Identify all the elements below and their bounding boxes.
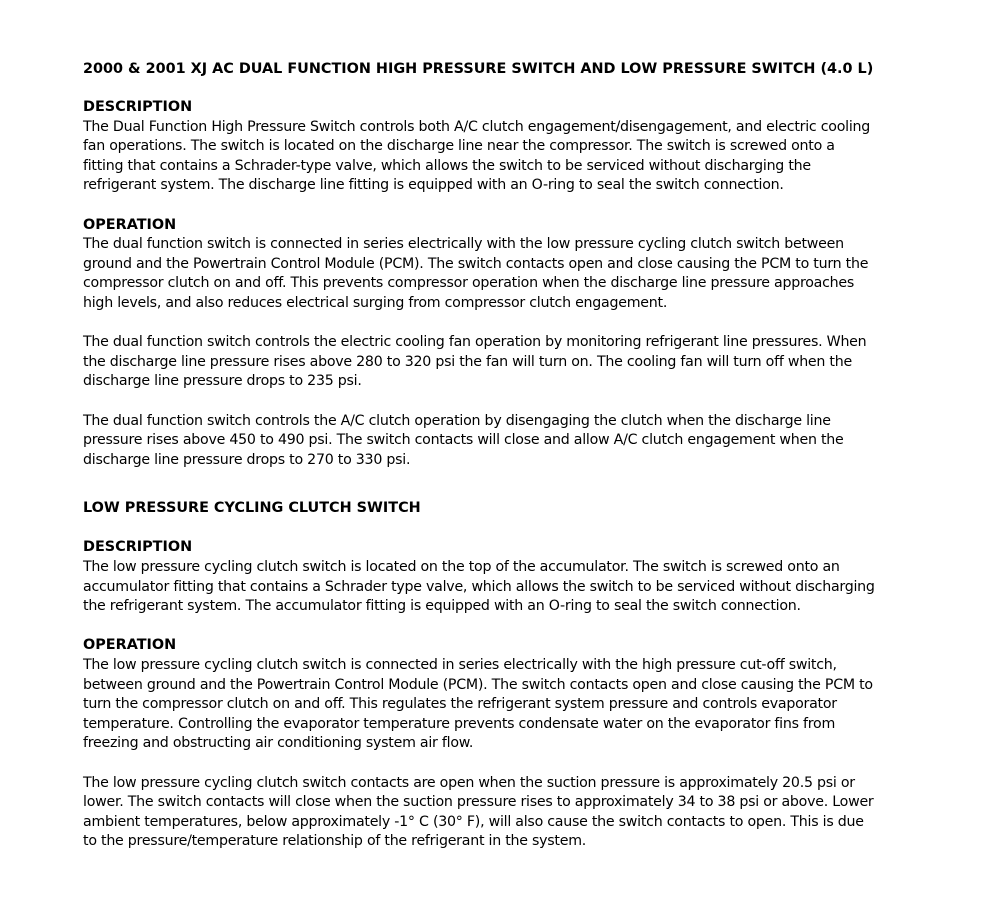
lp-operation-paragraph-2: [83, 774, 933, 852]
lp-section-title: LOW PRESSURE CYCLING CLUTCH SWITCH: [83, 500, 421, 517]
text-line: The dual function switch is connected in series electrically with the low pressure cycling clutch switch between: [83, 236, 844, 253]
text-line: The low pressure cycling clutch switch is located on the top of the accumulator. The switch is screwed onto an: [83, 559, 840, 576]
text-line: to the pressure/temperature relationship of the refrigerant in the system.: [83, 833, 587, 850]
text-line: high levels, and also reduces electrical surging from compressor clutch engagement.: [83, 294, 668, 311]
text-line: the discharge line pressure rises above 280 to 320 psi the fan will turn on. The cooling fan will turn off when the: [83, 353, 852, 370]
text-line: The dual function switch controls the electric cooling fan operation by monitoring refrigerant line pressures. When: [83, 334, 867, 351]
hp-operation-paragraph-2: [83, 333, 933, 392]
hp-description-section: [83, 98, 933, 196]
text-line: compressor clutch on and off. This prevents compressor operation when the discharge line pressure approaches: [83, 275, 855, 292]
text-line: fan operations. The switch is located on the discharge line near the compressor. The switch is screwed onto a: [83, 138, 835, 155]
text-line: temperature. Controlling the evaporator temperature prevents condensate water on the evaporator fins from: [83, 715, 836, 732]
text-line: discharge line pressure drops to 235 psi.: [83, 373, 362, 390]
text-line: discharge line pressure drops to 270 to 330 psi.: [83, 451, 411, 468]
text-line: fitting that contains a Schrader-type valve, which allows the switch to be serviced without discharging the: [83, 157, 811, 174]
lp-operation-section: [83, 636, 933, 852]
text-line: lower. The switch contacts will close when the suction pressure rises to approximately 34 to 38 psi or above. Lower: [83, 794, 874, 811]
document-title: 2000 & 2001 XJ AC DUAL FUNCTION HIGH PRESSURE SWITCH AND LOW PRESSURE SWITCH (4.0 L): [83, 61, 874, 77]
lp-description-section: [83, 538, 933, 616]
text-line: ground and the Powertrain Control Module (PCM). The switch contacts open and close causing the PCM to turn the: [83, 255, 869, 272]
text-line: the refrigerant system. The accumulator fitting is equipped with an O-ring to seal the switch connection.: [83, 598, 801, 615]
text-line: The Dual Function High Pressure Switch controls both A/C clutch engagement/disengagement, and electric cooling: [83, 118, 871, 135]
hp-operation-heading: OPERATION: [83, 216, 177, 233]
hp-description-heading: DESCRIPTION: [83, 99, 193, 115]
text-line: refrigerant system. The discharge line fitting is equipped with an O-ring to seal the switch connection.: [83, 177, 784, 194]
text-line: The low pressure cycling clutch switch contacts are open when the suction pressure is approximately 20.5 psi or: [83, 774, 855, 791]
text-line: ambient temperatures, below approximately -1° C (30° F), will also cause the switch contacts to open. This is due: [83, 813, 864, 830]
lp-description-paragraph: [83, 558, 933, 617]
document-page: [83, 59, 933, 852]
hp-operation-paragraph-3: [83, 412, 933, 471]
lp-operation-paragraph-1: [83, 656, 933, 754]
text-line: pressure rises above 450 to 490 psi. The switch contacts will close and allow A/C clutch engagement when the: [83, 432, 844, 449]
text-line: turn the compressor clutch on and off. This regulates the refrigerant system pressure and controls evaporator: [83, 696, 837, 713]
text-line: The low pressure cycling clutch switch is connected in series electrically with the high pressure cut-off switch,: [83, 657, 837, 674]
hp-operation-paragraph-1: [83, 235, 933, 313]
hp-operation-section: [83, 216, 933, 471]
hp-description-paragraph: [83, 118, 933, 196]
text-line: between ground and the Powertrain Control Module (PCM). The switch contacts open and close causing the PCM to: [83, 676, 873, 693]
lp-operation-heading: OPERATION: [83, 637, 177, 654]
text-line: accumulator fitting that contains a Schrader type valve, which allows the switch to be serviced without discharging: [83, 578, 875, 595]
lp-description-heading: DESCRIPTION: [83, 539, 193, 556]
text-line: The dual function switch controls the A/C clutch operation by disengaging the clutch when the discharge line: [83, 412, 831, 429]
text-line: freezing and obstructing air conditioning system air flow.: [83, 735, 474, 752]
